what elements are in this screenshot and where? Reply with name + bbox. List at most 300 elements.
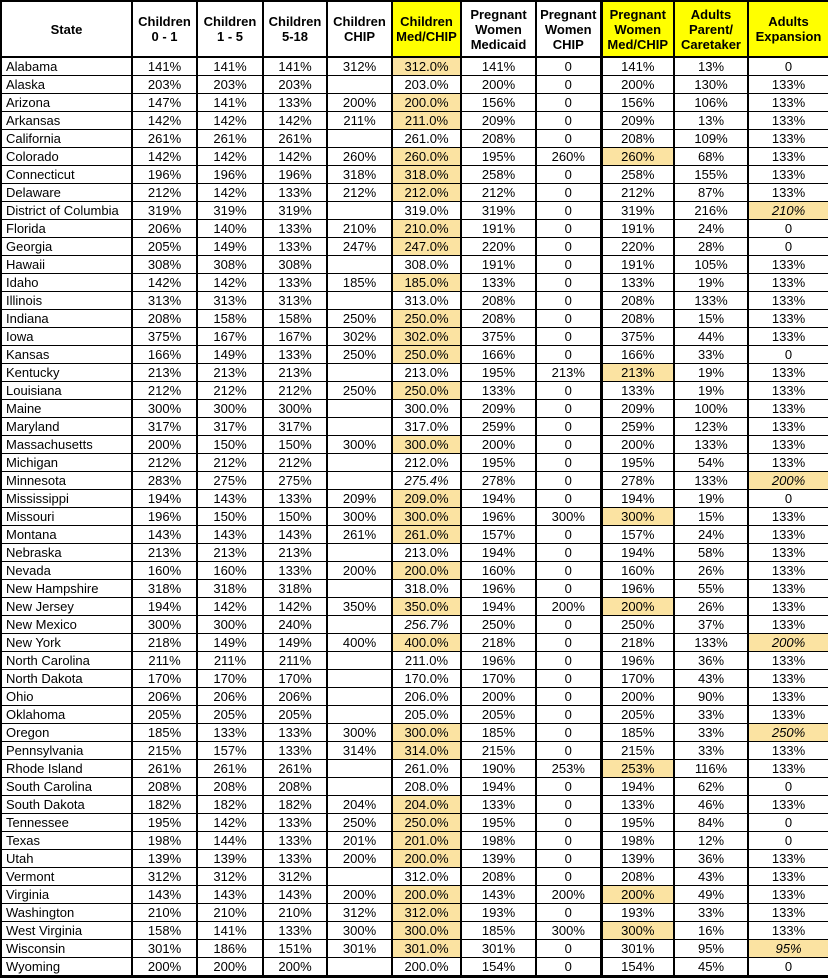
value-cell-children-5-18: 261% [263, 760, 327, 778]
value-cell-pregnant-women-chip: 300% [536, 922, 601, 940]
value-cell-children-med-chip: 261.0% [392, 130, 461, 148]
value-cell-pregnant-women-chip: 213% [536, 364, 601, 382]
state-cell: Nebraska [1, 544, 132, 562]
value-cell-pregnant-women-med-chip: 200% [601, 76, 674, 94]
value-cell-children-med-chip: 208.0% [392, 778, 461, 796]
value-cell-adults-expansion: 133% [748, 256, 828, 274]
value-cell-children-med-chip: 247.0% [392, 238, 461, 256]
value-cell-pregnant-women-medicaid: 375% [461, 328, 536, 346]
state-cell: Kentucky [1, 364, 132, 382]
state-cell: Colorado [1, 148, 132, 166]
value-cell-children-med-chip: 210.0% [392, 220, 461, 238]
state-cell: Illinois [1, 292, 132, 310]
value-cell-pregnant-women-medicaid: 209% [461, 112, 536, 130]
value-cell-pregnant-women-medicaid: 143% [461, 886, 536, 904]
value-cell-children-1-5: 308% [197, 256, 263, 274]
state-cell: Wisconsin [1, 940, 132, 958]
value-cell-adults-expansion: 133% [748, 868, 828, 886]
value-cell-pregnant-women-chip: 0 [536, 382, 601, 400]
value-cell-children-med-chip: 211.0% [392, 652, 461, 670]
table-row [1, 634, 828, 652]
value-cell-adults-parent-caretaker: 90% [674, 688, 748, 706]
value-cell-pregnant-women-medicaid: 200% [461, 436, 536, 454]
value-cell-pregnant-women-chip: 0 [536, 112, 601, 130]
value-cell-children-0-1: 142% [132, 148, 197, 166]
value-cell-pregnant-women-medicaid: 194% [461, 778, 536, 796]
value-cell-adults-expansion: 133% [748, 544, 828, 562]
table-row [1, 130, 828, 148]
value-cell-children-chip [327, 868, 392, 886]
table-header [1, 1, 828, 57]
value-cell-adults-parent-caretaker: 33% [674, 742, 748, 760]
value-cell-pregnant-women-chip: 0 [536, 292, 601, 310]
value-cell-children-5-18: 143% [263, 886, 327, 904]
value-cell-pregnant-women-med-chip: 218% [601, 634, 674, 652]
value-cell-children-1-5: 261% [197, 130, 263, 148]
header-line: Med/CHIP [607, 36, 669, 52]
value-cell-pregnant-women-medicaid: 191% [461, 220, 536, 238]
table-row [1, 742, 828, 760]
value-cell-children-1-5: 133% [197, 724, 263, 742]
table-row [1, 544, 828, 562]
value-cell-pregnant-women-medicaid: 194% [461, 598, 536, 616]
column-header-children-med-chip [392, 1, 461, 57]
value-cell-pregnant-women-chip: 0 [536, 202, 601, 220]
header-line: Adults [768, 14, 809, 29]
value-cell-children-chip: 212% [327, 184, 392, 202]
table-row [1, 364, 828, 382]
header-line: Caretaker [681, 36, 741, 52]
value-cell-children-1-5: 213% [197, 544, 263, 562]
value-cell-pregnant-women-chip: 0 [536, 526, 601, 544]
value-cell-children-1-5: 142% [197, 274, 263, 292]
value-cell-children-med-chip: 319.0% [392, 202, 461, 220]
value-cell-children-5-18: 142% [263, 598, 327, 616]
value-cell-pregnant-women-med-chip: 375% [601, 328, 674, 346]
value-cell-children-1-5: 212% [197, 454, 263, 472]
table-row [1, 418, 828, 436]
value-cell-adults-parent-caretaker: 36% [674, 850, 748, 868]
value-cell-adults-expansion: 0 [748, 220, 828, 238]
value-cell-adults-parent-caretaker: 105% [674, 256, 748, 274]
state-cell: Louisiana [1, 382, 132, 400]
value-cell-children-med-chip: 250.0% [392, 382, 461, 400]
table-row [1, 526, 828, 544]
table-row [1, 958, 828, 977]
value-cell-adults-parent-caretaker: 44% [674, 328, 748, 346]
value-cell-children-med-chip: 300.0% [392, 922, 461, 940]
value-cell-children-med-chip: 312.0% [392, 868, 461, 886]
value-cell-pregnant-women-chip: 0 [536, 166, 601, 184]
value-cell-pregnant-women-med-chip: 300% [601, 922, 674, 940]
value-cell-children-chip [327, 472, 392, 490]
value-cell-pregnant-women-med-chip: 200% [601, 886, 674, 904]
table-row [1, 904, 828, 922]
value-cell-pregnant-women-chip: 0 [536, 400, 601, 418]
table-row [1, 562, 828, 580]
value-cell-pregnant-women-med-chip: 196% [601, 652, 674, 670]
value-cell-pregnant-women-chip: 253% [536, 760, 601, 778]
value-cell-pregnant-women-med-chip: 141% [601, 57, 674, 76]
value-cell-children-1-5: 318% [197, 580, 263, 598]
value-cell-children-5-18: 133% [263, 832, 327, 850]
value-cell-children-0-1: 147% [132, 94, 197, 112]
value-cell-pregnant-women-chip: 0 [536, 706, 601, 724]
value-cell-children-5-18: 212% [263, 382, 327, 400]
value-cell-children-0-1: 206% [132, 220, 197, 238]
value-cell-pregnant-women-med-chip: 194% [601, 490, 674, 508]
value-cell-adults-expansion: 133% [748, 904, 828, 922]
value-cell-children-5-18: 150% [263, 436, 327, 454]
column-header-state [1, 1, 132, 57]
column-header-pregnant-women-med-chip [601, 1, 674, 57]
value-cell-adults-expansion: 133% [748, 922, 828, 940]
value-cell-children-med-chip: 260.0% [392, 148, 461, 166]
header-line: Med/CHIP [396, 29, 457, 44]
table-row [1, 202, 828, 220]
value-cell-adults-expansion: 133% [748, 292, 828, 310]
value-cell-children-0-1: 194% [132, 490, 197, 508]
value-cell-children-med-chip: 317.0% [392, 418, 461, 436]
value-cell-children-5-18: 133% [263, 184, 327, 202]
value-cell-pregnant-women-med-chip: 208% [601, 310, 674, 328]
value-cell-children-5-18: 167% [263, 328, 327, 346]
value-cell-children-0-1: 319% [132, 202, 197, 220]
value-cell-adults-expansion: 133% [748, 436, 828, 454]
value-cell-children-5-18: 319% [263, 202, 327, 220]
value-cell-children-1-5: 160% [197, 562, 263, 580]
value-cell-pregnant-women-medicaid: 301% [461, 940, 536, 958]
value-cell-adults-expansion: 95% [748, 940, 828, 958]
value-cell-adults-parent-caretaker: 55% [674, 580, 748, 598]
value-cell-children-5-18: 142% [263, 148, 327, 166]
value-cell-children-0-1: 213% [132, 364, 197, 382]
value-cell-children-1-5: 203% [197, 76, 263, 94]
value-cell-adults-expansion: 133% [748, 580, 828, 598]
value-cell-children-chip [327, 688, 392, 706]
value-cell-adults-expansion: 133% [748, 688, 828, 706]
value-cell-pregnant-women-chip: 0 [536, 832, 601, 850]
value-cell-children-1-5: 300% [197, 616, 263, 634]
value-cell-children-0-1: 206% [132, 688, 197, 706]
table-row [1, 670, 828, 688]
value-cell-children-med-chip: 308.0% [392, 256, 461, 274]
column-header-adults-parent-caretaker [674, 1, 748, 57]
header-line: Pregnant [609, 6, 666, 22]
value-cell-pregnant-women-chip: 0 [536, 57, 601, 76]
value-cell-children-chip [327, 580, 392, 598]
value-cell-children-0-1: 208% [132, 778, 197, 796]
value-cell-children-1-5: 317% [197, 418, 263, 436]
table-row [1, 454, 828, 472]
value-cell-pregnant-women-medicaid: 259% [461, 418, 536, 436]
table-row [1, 832, 828, 850]
value-cell-adults-parent-caretaker: 36% [674, 652, 748, 670]
value-cell-children-1-5: 300% [197, 400, 263, 418]
value-cell-children-1-5: 142% [197, 112, 263, 130]
value-cell-children-0-1: 194% [132, 598, 197, 616]
value-cell-adults-expansion: 133% [748, 886, 828, 904]
value-cell-children-5-18: 182% [263, 796, 327, 814]
table-row [1, 436, 828, 454]
value-cell-children-chip: 318% [327, 166, 392, 184]
value-cell-adults-expansion: 0 [748, 832, 828, 850]
value-cell-pregnant-women-medicaid: 194% [461, 544, 536, 562]
value-cell-adults-expansion: 133% [748, 166, 828, 184]
column-header-children-chip [327, 1, 392, 57]
value-cell-children-0-1: 218% [132, 634, 197, 652]
value-cell-children-chip [327, 706, 392, 724]
value-cell-children-chip [327, 364, 392, 382]
header-line: Adults [690, 6, 732, 22]
value-cell-children-1-5: 144% [197, 832, 263, 850]
value-cell-children-1-5: 212% [197, 382, 263, 400]
value-cell-children-med-chip: 312.0% [392, 57, 461, 76]
state-cell: Florida [1, 220, 132, 238]
value-cell-children-1-5: 206% [197, 688, 263, 706]
state-cell: Ohio [1, 688, 132, 706]
value-cell-pregnant-women-medicaid: 195% [461, 454, 536, 472]
value-cell-pregnant-women-medicaid: 208% [461, 868, 536, 886]
value-cell-children-chip: 350% [327, 598, 392, 616]
value-cell-children-med-chip: 301.0% [392, 940, 461, 958]
value-cell-children-chip: 200% [327, 886, 392, 904]
value-cell-pregnant-women-medicaid: 278% [461, 472, 536, 490]
value-cell-children-0-1: 182% [132, 796, 197, 814]
value-cell-children-chip: 210% [327, 220, 392, 238]
value-cell-pregnant-women-medicaid: 193% [461, 904, 536, 922]
table-row [1, 238, 828, 256]
value-cell-pregnant-women-chip: 0 [536, 184, 601, 202]
value-cell-pregnant-women-chip: 0 [536, 256, 601, 274]
value-cell-pregnant-women-med-chip: 133% [601, 382, 674, 400]
value-cell-children-5-18: 213% [263, 544, 327, 562]
value-cell-children-1-5: 312% [197, 868, 263, 886]
value-cell-pregnant-women-medicaid: 195% [461, 148, 536, 166]
value-cell-adults-expansion: 133% [748, 400, 828, 418]
value-cell-children-chip: 250% [327, 814, 392, 832]
value-cell-children-0-1: 301% [132, 940, 197, 958]
value-cell-children-chip: 312% [327, 57, 392, 76]
value-cell-adults-parent-caretaker: 123% [674, 418, 748, 436]
value-cell-adults-expansion: 0 [748, 814, 828, 832]
value-cell-pregnant-women-medicaid: 198% [461, 832, 536, 850]
value-cell-adults-expansion: 133% [748, 796, 828, 814]
table-row [1, 490, 828, 508]
value-cell-children-chip: 314% [327, 742, 392, 760]
value-cell-pregnant-women-med-chip: 208% [601, 292, 674, 310]
value-cell-adults-parent-caretaker: 87% [674, 184, 748, 202]
value-cell-adults-parent-caretaker: 33% [674, 904, 748, 922]
value-cell-adults-expansion: 133% [748, 670, 828, 688]
value-cell-pregnant-women-medicaid: 133% [461, 796, 536, 814]
value-cell-adults-expansion: 133% [748, 454, 828, 472]
value-cell-adults-parent-caretaker: 24% [674, 220, 748, 238]
value-cell-children-chip [327, 958, 392, 977]
value-cell-adults-parent-caretaker: 49% [674, 886, 748, 904]
value-cell-pregnant-women-med-chip: 209% [601, 112, 674, 130]
value-cell-pregnant-women-chip: 0 [536, 472, 601, 490]
value-cell-children-chip: 200% [327, 562, 392, 580]
value-cell-children-0-1: 196% [132, 166, 197, 184]
value-cell-pregnant-women-med-chip: 253% [601, 760, 674, 778]
value-cell-adults-parent-caretaker: 15% [674, 508, 748, 526]
value-cell-children-1-5: 149% [197, 346, 263, 364]
value-cell-children-0-1: 166% [132, 346, 197, 364]
value-cell-pregnant-women-med-chip: 205% [601, 706, 674, 724]
value-cell-children-5-18: 133% [263, 94, 327, 112]
value-cell-adults-expansion: 0 [748, 490, 828, 508]
value-cell-children-chip [327, 418, 392, 436]
value-cell-adults-expansion: 133% [748, 616, 828, 634]
state-cell: Georgia [1, 238, 132, 256]
state-cell: North Dakota [1, 670, 132, 688]
value-cell-pregnant-women-medicaid: 208% [461, 130, 536, 148]
value-cell-children-0-1: 158% [132, 922, 197, 940]
value-cell-children-chip: 312% [327, 904, 392, 922]
value-cell-adults-parent-caretaker: 109% [674, 130, 748, 148]
header-line: Pregnant [470, 6, 527, 22]
state-cell: Kansas [1, 346, 132, 364]
value-cell-children-1-5: 261% [197, 760, 263, 778]
table-row [1, 256, 828, 274]
value-cell-children-0-1: 375% [132, 328, 197, 346]
value-cell-children-med-chip: 302.0% [392, 328, 461, 346]
value-cell-children-med-chip: 300.0% [392, 400, 461, 418]
value-cell-pregnant-women-med-chip: 278% [601, 472, 674, 490]
value-cell-children-5-18: 203% [263, 76, 327, 94]
value-cell-children-1-5: 182% [197, 796, 263, 814]
value-cell-adults-expansion: 133% [748, 328, 828, 346]
value-cell-pregnant-women-med-chip: 200% [601, 436, 674, 454]
value-cell-adults-parent-caretaker: 46% [674, 796, 748, 814]
value-cell-pregnant-women-med-chip: 200% [601, 688, 674, 706]
value-cell-adults-expansion: 133% [748, 652, 828, 670]
header-line: Medicaid [470, 36, 527, 52]
table-row [1, 922, 828, 940]
value-cell-children-5-18: 275% [263, 472, 327, 490]
value-cell-adults-expansion: 0 [748, 346, 828, 364]
state-cell: Connecticut [1, 166, 132, 184]
value-cell-children-med-chip: 256.7% [392, 616, 461, 634]
value-cell-children-1-5: 150% [197, 436, 263, 454]
value-cell-adults-expansion: 133% [748, 850, 828, 868]
value-cell-children-med-chip: 261.0% [392, 760, 461, 778]
value-cell-children-0-1: 143% [132, 526, 197, 544]
value-cell-adults-expansion: 133% [748, 274, 828, 292]
value-cell-children-chip [327, 778, 392, 796]
table-row [1, 724, 828, 742]
header-row [1, 1, 828, 57]
value-cell-pregnant-women-chip: 0 [536, 328, 601, 346]
column-header-adults-expansion [748, 1, 828, 57]
state-cell: Idaho [1, 274, 132, 292]
value-cell-pregnant-women-medicaid: 133% [461, 274, 536, 292]
table-row [1, 868, 828, 886]
table-row [1, 274, 828, 292]
value-cell-adults-parent-caretaker: 43% [674, 868, 748, 886]
state-cell: California [1, 130, 132, 148]
table-row [1, 94, 828, 112]
value-cell-children-med-chip: 400.0% [392, 634, 461, 652]
header-line: Women [614, 21, 662, 37]
value-cell-adults-expansion: 250% [748, 724, 828, 742]
state-cell: West Virginia [1, 922, 132, 940]
value-cell-pregnant-women-medicaid: 194% [461, 490, 536, 508]
value-cell-pregnant-women-med-chip: 300% [601, 508, 674, 526]
value-cell-children-1-5: 208% [197, 778, 263, 796]
state-cell: Maine [1, 400, 132, 418]
value-cell-children-1-5: 196% [197, 166, 263, 184]
state-cell: Texas [1, 832, 132, 850]
state-cell: New Mexico [1, 616, 132, 634]
value-cell-pregnant-women-med-chip: 166% [601, 346, 674, 364]
value-cell-adults-parent-caretaker: 216% [674, 202, 748, 220]
value-cell-children-chip [327, 202, 392, 220]
value-cell-children-0-1: 198% [132, 832, 197, 850]
table-row [1, 850, 828, 868]
state-cell: Oklahoma [1, 706, 132, 724]
value-cell-pregnant-women-medicaid: 196% [461, 580, 536, 598]
value-cell-children-chip: 250% [327, 382, 392, 400]
value-cell-children-med-chip: 275.4% [392, 472, 461, 490]
value-cell-children-5-18: 318% [263, 580, 327, 598]
value-cell-adults-expansion: 0 [748, 778, 828, 796]
value-cell-pregnant-women-med-chip: 200% [601, 598, 674, 616]
value-cell-children-5-18: 206% [263, 688, 327, 706]
header-line: Women [475, 21, 522, 37]
value-cell-children-med-chip: 300.0% [392, 436, 461, 454]
state-cell: Tennessee [1, 814, 132, 832]
value-cell-children-chip [327, 454, 392, 472]
value-cell-adults-expansion: 210% [748, 202, 828, 220]
value-cell-children-1-5: 205% [197, 706, 263, 724]
value-cell-children-0-1: 283% [132, 472, 197, 490]
value-cell-children-1-5: 141% [197, 94, 263, 112]
value-cell-children-chip [327, 76, 392, 94]
state-cell: Maryland [1, 418, 132, 436]
value-cell-pregnant-women-medicaid: 166% [461, 346, 536, 364]
header-line: CHIP [552, 36, 584, 52]
value-cell-adults-parent-caretaker: 19% [674, 382, 748, 400]
value-cell-children-5-18: 133% [263, 850, 327, 868]
value-cell-children-chip: 400% [327, 634, 392, 652]
value-cell-children-med-chip: 200.0% [392, 958, 461, 977]
value-cell-children-5-18: 308% [263, 256, 327, 274]
value-cell-pregnant-women-chip: 0 [536, 634, 601, 652]
value-cell-children-chip: 185% [327, 274, 392, 292]
value-cell-children-1-5: 313% [197, 292, 263, 310]
value-cell-pregnant-women-med-chip: 213% [601, 364, 674, 382]
column-header-children-5-18 [263, 1, 327, 57]
value-cell-children-0-1: 313% [132, 292, 197, 310]
state-cell: Hawaii [1, 256, 132, 274]
value-cell-children-med-chip: 318.0% [392, 166, 461, 184]
table-row [1, 346, 828, 364]
value-cell-children-5-18: 208% [263, 778, 327, 796]
state-cell: Arkansas [1, 112, 132, 130]
value-cell-children-5-18: 240% [263, 616, 327, 634]
value-cell-pregnant-women-med-chip: 250% [601, 616, 674, 634]
table-row [1, 616, 828, 634]
header-line: 0 - 1 [151, 29, 178, 44]
value-cell-children-5-18: 133% [263, 274, 327, 292]
value-cell-children-1-5: 141% [197, 922, 263, 940]
table-row [1, 796, 828, 814]
value-cell-children-0-1: 195% [132, 814, 197, 832]
value-cell-children-1-5: 149% [197, 238, 263, 256]
value-cell-adults-parent-caretaker: 19% [674, 490, 748, 508]
